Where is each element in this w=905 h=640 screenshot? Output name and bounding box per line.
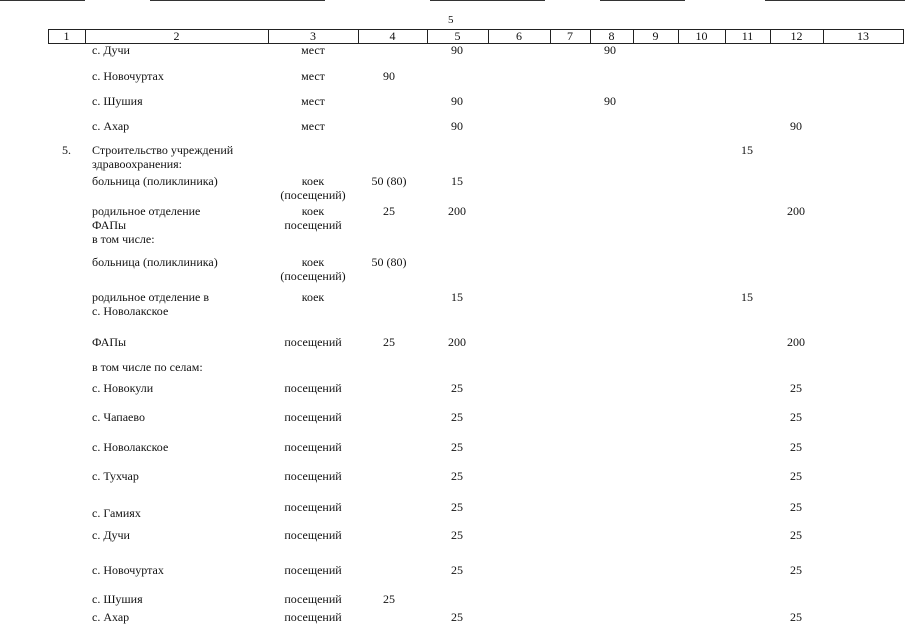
value-col-12: 25 <box>790 469 802 483</box>
value-col-12: 200 <box>787 204 805 218</box>
row-unit: посещений <box>284 610 342 624</box>
value-col-12: 25 <box>790 500 802 514</box>
row-unit: посещений <box>284 500 342 514</box>
row-name: здравоохранения: <box>92 157 183 171</box>
row-unit: посещений <box>284 381 342 395</box>
row-unit: коек <box>301 174 325 188</box>
top-rule <box>0 0 85 1</box>
row-name: с. Новочуртах <box>92 69 164 83</box>
header-cell-1: 1 <box>63 29 70 43</box>
row-name: Строительство учреждений <box>92 143 234 157</box>
row-name: родильное отделение в <box>92 290 210 304</box>
value-col-5: 90 <box>451 43 463 57</box>
header-cell-8: 8 <box>608 29 615 43</box>
value-col-5: 25 <box>451 410 463 424</box>
row-unit: коек <box>301 290 325 304</box>
row-name: с. Тухчар <box>92 469 139 483</box>
header-cell-2: 2 <box>173 29 180 43</box>
row-name: с. Шушия <box>92 94 143 108</box>
row-unit: посещений <box>284 335 342 349</box>
row-name: с. Гамиях <box>92 506 141 520</box>
value-col-11: 15 <box>741 143 753 157</box>
row-name: с. Дучи <box>92 43 130 57</box>
row-name: больница (поликлиника) <box>92 174 218 188</box>
row-unit: посещений <box>284 218 342 232</box>
value-col-11: 15 <box>741 290 753 304</box>
header-cell-7: 7 <box>567 29 573 43</box>
row-unit: мест <box>301 119 325 133</box>
top-rule <box>765 0 905 1</box>
header-cell-10: 10 <box>695 29 708 43</box>
value-col-12: 200 <box>787 335 805 349</box>
value-col-5: 200 <box>448 204 466 218</box>
top-rule <box>600 0 685 1</box>
value-col-5: 15 <box>451 174 463 188</box>
value-col-12: 25 <box>790 610 802 624</box>
row-unit: мест <box>301 94 325 108</box>
value-col-4: 25 <box>383 204 395 218</box>
value-col-4: 25 <box>383 335 395 349</box>
row-name: с. Ахар <box>92 119 130 133</box>
row-unit: посещений <box>284 592 342 606</box>
value-col-5: 25 <box>451 528 463 542</box>
value-col-12: 25 <box>790 381 802 395</box>
value-col-4: 25 <box>383 592 395 606</box>
row-name: в том числе: <box>92 232 155 246</box>
header-cell-12: 12 <box>790 29 803 43</box>
row-unit: (посещений) <box>280 269 346 283</box>
header-cell-5: 5 <box>454 29 461 43</box>
value-col-5: 15 <box>451 290 463 304</box>
page-number: 5 <box>448 14 454 26</box>
value-col-5: 25 <box>451 469 463 483</box>
value-col-12: 25 <box>790 563 802 577</box>
value-col-12: 25 <box>790 440 802 454</box>
value-col-5: 25 <box>451 563 463 577</box>
row-name: родильное отделение <box>92 204 201 218</box>
header-cell-13: 13 <box>857 29 869 43</box>
value-col-12: 90 <box>790 119 802 133</box>
row-unit: посещений <box>284 440 342 454</box>
value-col-5: 200 <box>448 335 466 349</box>
row-unit: посещений <box>284 528 342 542</box>
row-name: в том числе по селам: <box>92 360 203 374</box>
row-name: с. Новолакское <box>92 304 169 318</box>
header-cell-6: 6 <box>516 29 522 43</box>
value-col-4: 50 (80) <box>371 255 407 269</box>
row-name: больница (поликлиника) <box>92 255 218 269</box>
header-cell-4: 4 <box>389 29 396 43</box>
row-number: 5. <box>62 143 71 157</box>
header-column-divider <box>903 29 904 44</box>
value-col-12: 25 <box>790 410 802 424</box>
row-name: ФАПы <box>92 218 127 232</box>
row-unit: коек <box>301 255 325 269</box>
row-name: с. Новочуртах <box>92 563 164 577</box>
top-rule <box>150 0 325 1</box>
header-cell-3: 3 <box>310 29 316 43</box>
value-col-5: 25 <box>451 610 463 624</box>
row-name: с. Ахар <box>92 610 130 624</box>
top-rule <box>430 0 545 1</box>
value-col-8: 90 <box>604 43 616 57</box>
value-col-5: 25 <box>451 440 463 454</box>
row-unit: посещений <box>284 563 342 577</box>
value-col-4: 90 <box>383 69 395 83</box>
row-unit: (посещений) <box>280 188 346 202</box>
header-cell-9: 9 <box>652 29 659 43</box>
header-cell-11: 11 <box>741 29 754 43</box>
row-name: ФАПы <box>92 335 127 349</box>
value-col-8: 90 <box>604 94 616 108</box>
row-name: с. Новокули <box>92 381 154 395</box>
value-col-5: 90 <box>451 119 463 133</box>
value-col-12: 25 <box>790 528 802 542</box>
row-name: с. Новолакское <box>92 440 169 454</box>
row-unit: мест <box>301 43 325 57</box>
value-col-5: 90 <box>451 94 463 108</box>
row-unit: мест <box>301 69 325 83</box>
row-unit: коек <box>301 204 325 218</box>
row-name: с. Дучи <box>92 528 130 542</box>
row-name: с. Чапаево <box>92 410 145 424</box>
value-col-4: 50 (80) <box>371 174 407 188</box>
value-col-5: 25 <box>451 381 463 395</box>
row-name: с. Шушия <box>92 592 143 606</box>
value-col-5: 25 <box>451 500 463 514</box>
row-unit: посещений <box>284 469 342 483</box>
row-unit: посещений <box>284 410 342 424</box>
